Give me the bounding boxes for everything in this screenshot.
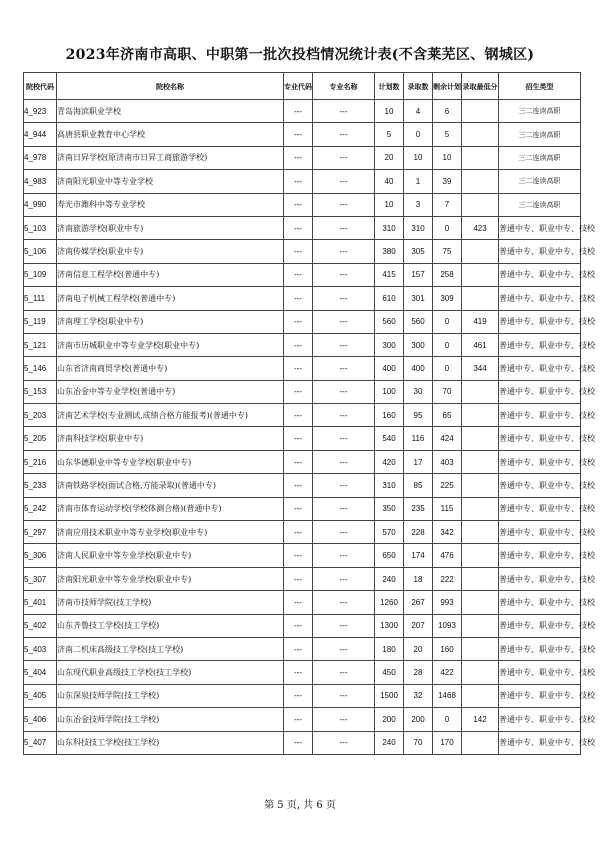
cell-admitted: 20 xyxy=(404,637,433,660)
table-row xyxy=(24,240,581,263)
cell-type: 普通中专、职业中专、技校 xyxy=(499,380,581,403)
cell-school-code: 5_106 xyxy=(24,240,57,263)
cell-major-name: --- xyxy=(313,474,375,497)
cell-admitted: 18 xyxy=(404,567,433,590)
cell-school-code: 5_403 xyxy=(24,637,57,660)
cell-major-code: --- xyxy=(284,193,313,216)
cell-school-code: 5_306 xyxy=(24,544,57,567)
cell-admitted: 1 xyxy=(404,170,433,193)
cell-major-name: --- xyxy=(313,497,375,520)
cell-major-name: --- xyxy=(313,193,375,216)
cell-min-score xyxy=(462,661,499,684)
cell-school-name: 济南市体育运动学校(学校体测合格)(普通中专) xyxy=(57,497,284,520)
cell-school-code: 5_121 xyxy=(24,333,57,356)
cell-admitted: 4 xyxy=(404,100,433,123)
cell-school-code: 5_297 xyxy=(24,521,57,544)
cell-school-code: 5_307 xyxy=(24,567,57,590)
cell-admitted: 207 xyxy=(404,614,433,637)
table-row xyxy=(24,427,581,450)
cell-major-name: --- xyxy=(313,708,375,731)
cell-remaining: 222 xyxy=(433,567,462,590)
cell-major-name: --- xyxy=(313,567,375,590)
cell-admitted: 0 xyxy=(404,123,433,146)
cell-type: 普通中专、职业中专、技校 xyxy=(499,310,581,333)
table-row xyxy=(24,708,581,731)
cell-min-score xyxy=(462,521,499,544)
cell-school-code: 4_978 xyxy=(24,146,57,169)
cell-major-name: --- xyxy=(313,661,375,684)
table-row xyxy=(24,661,581,684)
cell-school-code: 4_944 xyxy=(24,123,57,146)
cell-min-score xyxy=(462,240,499,263)
header-plan: 计划数 xyxy=(375,73,404,100)
cell-major-name: --- xyxy=(313,146,375,169)
cell-major-name: --- xyxy=(313,637,375,660)
cell-major-code: --- xyxy=(284,684,313,707)
header-admitted: 录取数 xyxy=(404,73,433,100)
cell-remaining: 0 xyxy=(433,310,462,333)
cell-remaining: 5 xyxy=(433,123,462,146)
cell-major-code: --- xyxy=(284,100,313,123)
cell-major-name: --- xyxy=(313,544,375,567)
cell-plan: 310 xyxy=(375,474,404,497)
cell-min-score xyxy=(462,380,499,403)
header-major-code: 专业代码 xyxy=(284,73,313,100)
cell-plan: 10 xyxy=(375,193,404,216)
cell-major-code: --- xyxy=(284,521,313,544)
cell-remaining: 993 xyxy=(433,591,462,614)
cell-major-code: --- xyxy=(284,404,313,427)
table-row xyxy=(24,170,581,193)
cell-type: 普通中专、职业中专、技校 xyxy=(499,708,581,731)
cell-school-name: 济南市历城职业中等专业学校(职业中专) xyxy=(57,333,284,356)
admission-table xyxy=(23,72,595,755)
cell-admitted: 300 xyxy=(404,333,433,356)
table-row xyxy=(24,567,581,590)
cell-remaining: 115 xyxy=(433,497,462,520)
cell-plan: 10 xyxy=(375,100,404,123)
cell-min-score xyxy=(462,544,499,567)
cell-plan: 420 xyxy=(375,450,404,473)
cell-admitted: 85 xyxy=(404,474,433,497)
cell-remaining: 70 xyxy=(433,380,462,403)
cell-remaining: 6 xyxy=(433,100,462,123)
cell-type: 普通中专、职业中专、技校 xyxy=(499,474,581,497)
header-school-code: 院校代码 xyxy=(24,73,57,100)
cell-major-name: --- xyxy=(313,287,375,310)
cell-major-code: --- xyxy=(284,380,313,403)
cell-admitted: 235 xyxy=(404,497,433,520)
cell-type: 普通中专、职业中专、技校 xyxy=(499,216,581,239)
cell-school-code: 5_405 xyxy=(24,684,57,707)
cell-major-name: --- xyxy=(313,521,375,544)
cell-min-score xyxy=(462,287,499,310)
cell-school-code: 4_990 xyxy=(24,193,57,216)
cell-plan: 1500 xyxy=(375,684,404,707)
cell-remaining: 258 xyxy=(433,263,462,286)
cell-school-name: 寿光市潍科中等专业学校 xyxy=(57,193,284,216)
cell-remaining: 1468 xyxy=(433,684,462,707)
cell-school-name: 济南市技师学院(技工学校) xyxy=(57,591,284,614)
cell-major-name: --- xyxy=(313,240,375,263)
cell-min-score: 419 xyxy=(462,310,499,333)
cell-admitted: 28 xyxy=(404,661,433,684)
cell-school-code: 4_983 xyxy=(24,170,57,193)
cell-school-name: 山东省济南商贸学校(普通中专) xyxy=(57,357,284,380)
cell-type: 普通中专、职业中专、技校 xyxy=(499,684,581,707)
cell-admitted: 95 xyxy=(404,404,433,427)
cell-type: 普通中专、职业中专、技校 xyxy=(499,591,581,614)
cell-min-score xyxy=(462,731,499,754)
cell-type: 普通中专、职业中专、技校 xyxy=(499,497,581,520)
cell-type: 普通中专、职业中专、技校 xyxy=(499,287,581,310)
table-row xyxy=(24,544,581,567)
cell-major-code: --- xyxy=(284,544,313,567)
cell-plan: 240 xyxy=(375,731,404,754)
cell-admitted: 30 xyxy=(404,380,433,403)
cell-major-code: --- xyxy=(284,427,313,450)
cell-type: 三二连读高职 xyxy=(499,146,581,169)
header-major-name: 专业名称 xyxy=(313,73,375,100)
cell-plan: 1260 xyxy=(375,591,404,614)
cell-type: 普通中专、职业中专、技校 xyxy=(499,240,581,263)
cell-major-name: --- xyxy=(313,684,375,707)
cell-admitted: 400 xyxy=(404,357,433,380)
cell-major-code: --- xyxy=(284,567,313,590)
cell-min-score xyxy=(462,567,499,590)
cell-school-code: 5_402 xyxy=(24,614,57,637)
cell-min-score xyxy=(462,450,499,473)
cell-plan: 400 xyxy=(375,357,404,380)
cell-remaining: 39 xyxy=(433,170,462,193)
cell-remaining: 7 xyxy=(433,193,462,216)
cell-school-name: 济南电子机械工程学校(普通中专) xyxy=(57,287,284,310)
cell-major-code: --- xyxy=(284,731,313,754)
cell-major-name: --- xyxy=(313,170,375,193)
cell-admitted: 267 xyxy=(404,591,433,614)
cell-type: 普通中专、职业中专、技校 xyxy=(499,731,581,754)
cell-school-code: 5_146 xyxy=(24,357,57,380)
table-body xyxy=(24,100,595,755)
cell-type: 普通中专、职业中专、技校 xyxy=(499,544,581,567)
cell-type: 普通中专、职业中专、技校 xyxy=(499,357,581,380)
cell-type: 普通中专、职业中专、技校 xyxy=(499,450,581,473)
cell-major-name: --- xyxy=(313,100,375,123)
cell-school-name: 山东科技技工学校(技工学校) xyxy=(57,731,284,754)
header-min-score: 录取最低分 xyxy=(462,73,499,100)
cell-school-code: 5_103 xyxy=(24,216,57,239)
cell-major-code: --- xyxy=(284,591,313,614)
cell-admitted: 70 xyxy=(404,731,433,754)
table-row xyxy=(24,637,581,660)
cell-min-score xyxy=(462,146,499,169)
cell-major-name: --- xyxy=(313,310,375,333)
cell-school-name: 青岛海滨职业学校 xyxy=(57,100,284,123)
header-type: 招生类型 xyxy=(499,73,581,100)
cell-school-code: 5_109 xyxy=(24,263,57,286)
cell-major-code: --- xyxy=(284,497,313,520)
cell-plan: 160 xyxy=(375,404,404,427)
cell-plan: 20 xyxy=(375,146,404,169)
header-school-name: 院校名称 xyxy=(57,73,284,100)
cell-min-score: 142 xyxy=(462,708,499,731)
cell-school-name: 山东齐鲁技工学校(技工学校) xyxy=(57,614,284,637)
cell-remaining: 10 xyxy=(433,146,462,169)
cell-min-score: 423 xyxy=(462,216,499,239)
cell-major-name: --- xyxy=(313,216,375,239)
cell-major-code: --- xyxy=(284,123,313,146)
cell-major-code: --- xyxy=(284,287,313,310)
cell-admitted: 17 xyxy=(404,450,433,473)
cell-remaining: 65 xyxy=(433,404,462,427)
cell-school-name: 济南科技学校(职业中专) xyxy=(57,427,284,450)
table-row xyxy=(24,404,581,427)
cell-school-name: 济南铁路学校(面试合格,方能录取)(普通中专) xyxy=(57,474,284,497)
cell-major-code: --- xyxy=(284,216,313,239)
table-row xyxy=(24,684,581,707)
table-row xyxy=(24,216,581,239)
cell-type: 普通中专、职业中专、技校 xyxy=(499,263,581,286)
cell-min-score xyxy=(462,100,499,123)
cell-min-score xyxy=(462,684,499,707)
cell-plan: 200 xyxy=(375,708,404,731)
cell-remaining: 75 xyxy=(433,240,462,263)
cell-major-code: --- xyxy=(284,474,313,497)
cell-school-name: 济南阳光职业中等专业学校(职业中专) xyxy=(57,567,284,590)
cell-school-name: 济南传媒学校(职业中专) xyxy=(57,240,284,263)
cell-remaining: 403 xyxy=(433,450,462,473)
cell-remaining: 424 xyxy=(433,427,462,450)
cell-type: 三二连读高职 xyxy=(499,123,581,146)
cell-remaining: 0 xyxy=(433,357,462,380)
cell-min-score xyxy=(462,123,499,146)
cell-major-code: --- xyxy=(284,146,313,169)
cell-plan: 540 xyxy=(375,427,404,450)
cell-min-score xyxy=(462,404,499,427)
cell-remaining: 225 xyxy=(433,474,462,497)
cell-major-name: --- xyxy=(313,333,375,356)
cell-type: 三二连读高职 xyxy=(499,193,581,216)
page-footer: 第 5 页, 共 6 页 xyxy=(264,800,336,811)
cell-type: 普通中专、职业中专、技校 xyxy=(499,661,581,684)
cell-admitted: 174 xyxy=(404,544,433,567)
cell-major-code: --- xyxy=(284,450,313,473)
table-row xyxy=(24,146,581,169)
table-row xyxy=(24,380,581,403)
cell-school-code: 5_233 xyxy=(24,474,57,497)
table-row xyxy=(24,263,581,286)
cell-min-score xyxy=(462,474,499,497)
cell-admitted: 116 xyxy=(404,427,433,450)
cell-remaining: 160 xyxy=(433,637,462,660)
cell-type: 普通中专、职业中专、技校 xyxy=(499,427,581,450)
cell-major-name: --- xyxy=(313,380,375,403)
cell-min-score xyxy=(462,497,499,520)
cell-admitted: 157 xyxy=(404,263,433,286)
cell-school-code: 5_406 xyxy=(24,708,57,731)
cell-plan: 610 xyxy=(375,287,404,310)
cell-school-name: 山东现代职业高级技工学校(技工学校) xyxy=(57,661,284,684)
cell-school-code: 5_111 xyxy=(24,287,57,310)
cell-school-code: 5_119 xyxy=(24,310,57,333)
cell-major-name: --- xyxy=(313,614,375,637)
cell-school-code: 5_407 xyxy=(24,731,57,754)
cell-min-score xyxy=(462,193,499,216)
cell-type: 普通中专、职业中专、技校 xyxy=(499,614,581,637)
cell-admitted: 10 xyxy=(404,146,433,169)
cell-type: 普通中专、职业中专、技校 xyxy=(499,521,581,544)
header-remaining: 剩余计划 xyxy=(433,73,462,100)
cell-admitted: 310 xyxy=(404,216,433,239)
cell-remaining: 422 xyxy=(433,661,462,684)
cell-admitted: 305 xyxy=(404,240,433,263)
cell-min-score xyxy=(462,614,499,637)
table-row xyxy=(24,193,581,216)
cell-major-code: --- xyxy=(284,357,313,380)
table-row xyxy=(24,497,581,520)
table-row xyxy=(24,100,581,123)
cell-remaining: 342 xyxy=(433,521,462,544)
cell-school-code: 5_404 xyxy=(24,661,57,684)
cell-plan: 415 xyxy=(375,263,404,286)
cell-admitted: 301 xyxy=(404,287,433,310)
cell-plan: 570 xyxy=(375,521,404,544)
cell-plan: 350 xyxy=(375,497,404,520)
cell-school-name: 山东深泉技师学院(技工学校) xyxy=(57,684,284,707)
table-row xyxy=(24,287,581,310)
cell-plan: 1300 xyxy=(375,614,404,637)
cell-school-name: 济南阳光职业中等专业学校 xyxy=(57,170,284,193)
cell-school-name: 济南人民职业中等专业学校(职业中专) xyxy=(57,544,284,567)
cell-plan: 650 xyxy=(375,544,404,567)
cell-school-name: 济南信息工程学校(普通中专) xyxy=(57,263,284,286)
cell-plan: 560 xyxy=(375,310,404,333)
cell-school-name: 山东华德职业中等专业学校(职业中专) xyxy=(57,450,284,473)
cell-school-name: 济南二机床高级技工学校(技工学校) xyxy=(57,637,284,660)
cell-admitted: 228 xyxy=(404,521,433,544)
cell-remaining: 0 xyxy=(433,216,462,239)
cell-plan: 380 xyxy=(375,240,404,263)
cell-admitted: 3 xyxy=(404,193,433,216)
cell-remaining: 309 xyxy=(433,287,462,310)
table-row xyxy=(24,333,581,356)
cell-plan: 310 xyxy=(375,216,404,239)
cell-min-score xyxy=(462,591,499,614)
cell-major-name: --- xyxy=(313,357,375,380)
cell-school-code: 5_242 xyxy=(24,497,57,520)
cell-major-code: --- xyxy=(284,637,313,660)
table-row xyxy=(24,357,581,380)
cell-major-name: --- xyxy=(313,731,375,754)
cell-min-score xyxy=(462,263,499,286)
cell-remaining: 0 xyxy=(433,333,462,356)
cell-school-code: 4_923 xyxy=(24,100,57,123)
cell-school-code: 5_153 xyxy=(24,380,57,403)
cell-school-name: 济南理工学校(职业中专) xyxy=(57,310,284,333)
cell-remaining: 1093 xyxy=(433,614,462,637)
cell-min-score xyxy=(462,637,499,660)
table-row xyxy=(24,310,581,333)
table-row xyxy=(24,474,581,497)
cell-min-score: 461 xyxy=(462,333,499,356)
cell-school-name: 山东冶金中等专业学校(普通中专) xyxy=(57,380,284,403)
table-row xyxy=(24,450,581,473)
cell-school-name: 济南艺术学校(专业测试,成绩合格方能报考)(普通中专) xyxy=(57,404,284,427)
cell-major-code: --- xyxy=(284,310,313,333)
cell-type: 普通中专、职业中专、技校 xyxy=(499,637,581,660)
cell-major-code: --- xyxy=(284,240,313,263)
cell-min-score xyxy=(462,170,499,193)
cell-plan: 300 xyxy=(375,333,404,356)
cell-admitted: 200 xyxy=(404,708,433,731)
cell-major-code: --- xyxy=(284,263,313,286)
table-row xyxy=(24,521,581,544)
cell-school-name: 济南应用技术职业中等专业学校(职业中专) xyxy=(57,521,284,544)
cell-school-name: 济南旅游学校(职业中专) xyxy=(57,216,284,239)
cell-school-code: 5_216 xyxy=(24,450,57,473)
cell-school-name: 山东冶金技师学院(技工学校) xyxy=(57,708,284,731)
cell-school-name: 高唐县职业教育中心学校 xyxy=(57,123,284,146)
cell-type: 三二连读高职 xyxy=(499,100,581,123)
cell-school-code: 5_205 xyxy=(24,427,57,450)
cell-plan: 40 xyxy=(375,170,404,193)
cell-major-name: --- xyxy=(313,450,375,473)
cell-school-code: 5_203 xyxy=(24,404,57,427)
cell-admitted: 560 xyxy=(404,310,433,333)
cell-plan: 240 xyxy=(375,567,404,590)
cell-type: 普通中专、职业中专、技校 xyxy=(499,567,581,590)
cell-major-name: --- xyxy=(313,427,375,450)
cell-major-code: --- xyxy=(284,708,313,731)
cell-school-name: 济南日昇学校(原济南市日昇工商旅游学校) xyxy=(57,146,284,169)
cell-major-name: --- xyxy=(313,123,375,146)
table-row xyxy=(24,731,581,754)
cell-plan: 5 xyxy=(375,123,404,146)
cell-school-code: 5_401 xyxy=(24,591,57,614)
cell-type: 三二连读高职 xyxy=(499,170,581,193)
cell-remaining: 170 xyxy=(433,731,462,754)
cell-major-name: --- xyxy=(313,404,375,427)
cell-major-name: --- xyxy=(313,263,375,286)
cell-min-score xyxy=(462,427,499,450)
cell-remaining: 0 xyxy=(433,708,462,731)
cell-major-code: --- xyxy=(284,661,313,684)
cell-type: 普通中专、职业中专、技校 xyxy=(499,333,581,356)
page-title: 2023年济南市高职、中职第一批次投档情况统计表(不含莱芜区、钢城区) xyxy=(65,47,535,63)
table-row xyxy=(24,614,581,637)
cell-major-name: --- xyxy=(313,591,375,614)
cell-plan: 450 xyxy=(375,661,404,684)
cell-admitted: 32 xyxy=(404,684,433,707)
cell-remaining: 476 xyxy=(433,544,462,567)
table-row xyxy=(24,123,581,146)
cell-plan: 180 xyxy=(375,637,404,660)
cell-major-code: --- xyxy=(284,170,313,193)
cell-major-code: --- xyxy=(284,333,313,356)
cell-major-code: --- xyxy=(284,614,313,637)
cell-type: 普通中专、职业中专、技校 xyxy=(499,404,581,427)
header-row xyxy=(24,73,581,100)
cell-plan: 100 xyxy=(375,380,404,403)
table-row xyxy=(24,591,581,614)
cell-min-score: 344 xyxy=(462,357,499,380)
